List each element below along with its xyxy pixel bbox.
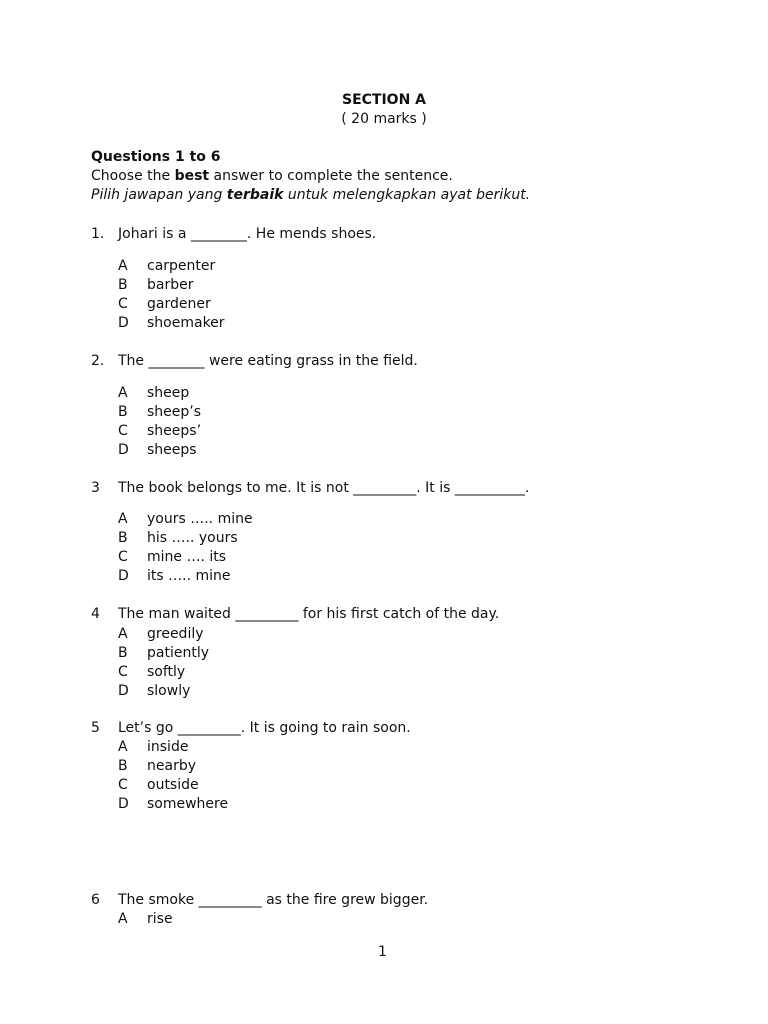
question-number: 5 (91, 720, 100, 736)
question-number: 1. (91, 226, 105, 242)
option-text: sheeps (147, 442, 197, 458)
option-letter: D (118, 683, 129, 699)
option-text: inside (147, 739, 189, 755)
option-letter: C (118, 549, 128, 565)
option-letter: B (118, 530, 128, 546)
option-text: outside (147, 777, 199, 793)
question-text: Johari is a ________. He mends shoes. (118, 226, 377, 242)
option-letter: C (118, 777, 128, 793)
question-number: 6 (91, 892, 100, 908)
instruction-english-post: answer to complete the sentence. (209, 168, 453, 184)
question-text: Let’s go _________. It is going to rain soon. (118, 720, 411, 736)
instruction-english-bold: best (174, 168, 210, 184)
option-letter: B (118, 758, 128, 774)
option-letter: B (118, 404, 128, 420)
option-letter: D (118, 442, 129, 458)
option-text: carpenter (147, 258, 216, 274)
option-letter: B (118, 277, 128, 293)
question-text: The book belongs to me. It is not _________. It is __________. (118, 480, 530, 496)
option-text: sheep (147, 385, 190, 401)
instruction-malay (91, 186, 530, 205)
question-number: 4 (91, 606, 100, 622)
option-text: rise (147, 911, 173, 927)
option-letter: A (118, 626, 128, 642)
option-text: mine …. its (147, 549, 227, 565)
option-text: shoemaker (147, 315, 225, 331)
option-text: slowly (147, 683, 191, 699)
option-text: barber (147, 277, 194, 293)
page-number: 1 (378, 944, 387, 960)
option-letter: C (118, 296, 128, 312)
option-letter: A (118, 511, 128, 527)
question-text: The ________ were eating grass in the field. (118, 353, 418, 369)
option-letter: B (118, 645, 128, 661)
option-text: greedily (147, 626, 204, 642)
option-text: gardener (147, 296, 211, 312)
option-text: softly (147, 664, 186, 680)
option-text: nearby (147, 758, 196, 774)
section-marks: ( 20 marks ) (341, 111, 427, 127)
option-text: patiently (147, 645, 209, 661)
question-number: 3 (91, 480, 100, 496)
section-title: SECTION A (341, 92, 426, 108)
questions-range-heading: Questions 1 to 6 (91, 149, 221, 165)
option-letter: C (118, 423, 128, 439)
instruction-malay-bold: terbaik (226, 187, 284, 203)
option-text: its ….. mine (147, 568, 231, 584)
option-text: somewhere (147, 796, 229, 812)
option-letter: D (118, 315, 129, 331)
question-text: The smoke _________ as the fire grew bigger. (118, 892, 429, 908)
option-letter: A (118, 911, 128, 927)
question-number: 2. (91, 353, 105, 369)
option-letter: A (118, 739, 128, 755)
option-letter: A (118, 385, 128, 401)
option-text: sheep’s (147, 404, 202, 420)
option-text: his ….. yours (147, 530, 238, 546)
option-letter: D (118, 568, 129, 584)
instruction-malay-pre: Pilih jawapan yang (91, 187, 227, 203)
option-text: yours ….. mine (147, 511, 253, 527)
instruction-malay-post: untuk melengkapkan ayat berikut. (283, 187, 531, 203)
option-letter: D (118, 796, 129, 812)
instruction-english-pre: Choose the (91, 168, 175, 184)
question-text: The man waited _________ for his first catch of the day. (118, 606, 500, 622)
instruction-english (91, 167, 453, 186)
option-letter: A (118, 258, 128, 274)
option-text: sheeps’ (147, 423, 202, 439)
option-letter: C (118, 664, 128, 680)
